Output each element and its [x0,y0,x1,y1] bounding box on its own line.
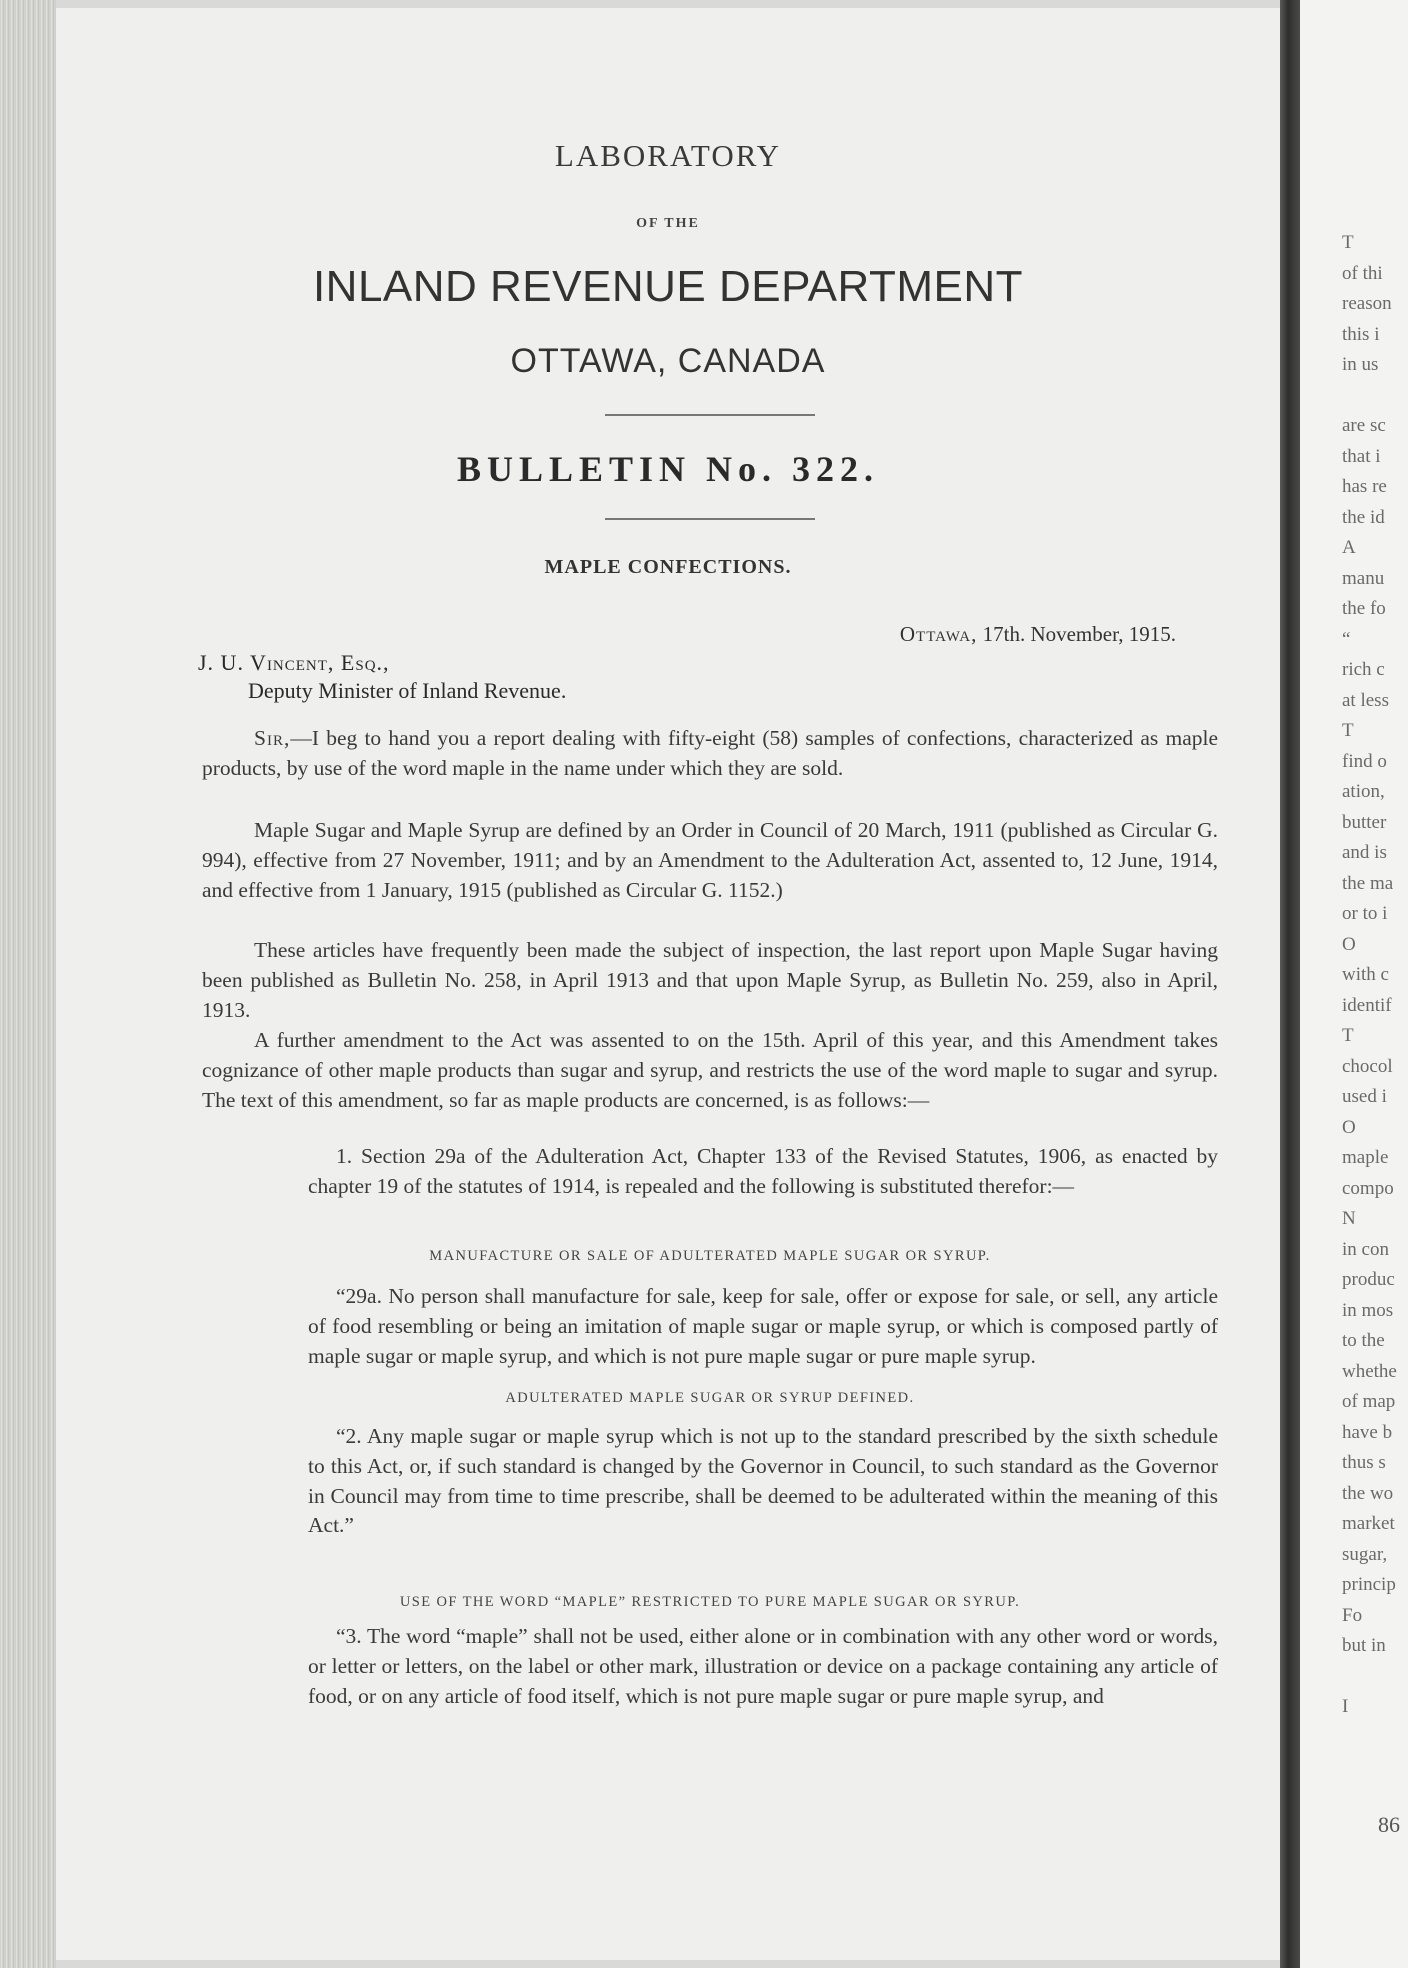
book-edge [0,0,56,1968]
page-number: 86 [1378,1812,1400,1837]
section-paragraph: 1. Section 29a of the Adulteration Act, Chapter 133 of the Revised Statutes, 1906, as enacted by chapter 19 of the statutes of 1914, is repealed and the following is substituted therefor:— [308,1144,1218,1198]
clause-29a [308,1282,1218,1371]
facing-page-fragment: but in [1342,1635,1386,1656]
paragraph [202,816,1218,905]
paragraph-text: —I beg to hand you a report dealing with fifty-eight (58) samples of confections, characterized as maple products, by use of the word maple in the name under which they are sold. [202,726,1218,780]
addressee-name: J. U. Vincent, Esq., [198,650,390,675]
clause-paragraph: “3. The word “maple” shall not be used, either alone or in combination with any other word or words, or letter or letters, on the label or other mark, illustration or device on a package containing any article of food, or on any article of food itself, which is not pure maple sugar or pure maple syrup, and [308,1624,1218,1708]
date: 17th. November, 1915. [982,622,1176,646]
clause-paragraph: “29a. No person shall manufacture for sale, keep for sale, offer or expose for sale, or sell, any article of food resembling or being an imitation of maple sugar or maple syrup, or which is composed partly of maple sugar or maple syrup, and which is not pure maple sugar or pure maple syrup. [308,1284,1218,1368]
facing-page-fragment: butter [1342,811,1387,833]
clause-heading: MANUFACTURE OR SALE OF ADULTERATED MAPLE SUGAR OR SYRUP. [429,1248,991,1264]
facing-page-fragment: O [1342,933,1356,955]
department-title: INLAND REVENUE DEPARTMENT [312,262,1024,311]
facing-page-fragment: in mos [1342,1299,1394,1321]
paragraph-text: These articles have frequently been made the subject of inspection, the last report upon Maple Sugar having been published as Bulletin No. 258, in April 1913 and that upon Maple Syrup, as Bulletin No. 259, also in April, 1913. [202,938,1218,1022]
facing-page-fragment: T [1342,1025,1354,1046]
facing-page-fragment: T [1342,232,1354,253]
paragraph [202,936,1218,1025]
divider [605,414,815,416]
facing-page-fragment: find o [1342,750,1387,772]
salutation: Sir, [254,726,291,750]
facing-page-fragment: T [1342,720,1354,741]
facing-page-fragment: with c [1342,964,1389,985]
divider [605,518,815,520]
paragraph-text: A further amendment to the Act was assented to on the 15th. April of this year, and this Amendment takes cognizance of other maple products than sugar and syrup, and restricts the use of the word maple to sugar and syrup. The text of this amendment, so far as maple products are concerned, is as follows:— [202,1028,1218,1112]
facing-page-fragment: have b [1342,1421,1393,1443]
clause-heading: ADULTERATED MAPLE SUGAR OR SYRUP DEFINED. [505,1390,915,1406]
book-gutter [1280,0,1300,1968]
facing-page-fragment: or to i [1342,903,1388,924]
facing-page-fragment: identif [1342,994,1392,1016]
bulletin-number: BULLETIN No. 322. [456,449,880,489]
facing-page-fragment: maple [1342,1147,1389,1168]
clause-heading: USE OF THE WORD “MAPLE” RESTRICTED TO PURE MAPLE SUGAR OR SYRUP. [399,1594,1021,1610]
facing-page-fragment: of thi [1342,262,1383,284]
date-place: Ottawa, [899,622,978,646]
facing-page-fragment: used i [1342,1086,1387,1107]
facing-page-fragment: the wo [1342,1482,1394,1504]
clause-2 [308,1422,1218,1541]
facing-page-fragment: princip [1342,1574,1396,1595]
paragraph [202,724,1218,784]
facing-page-fragment: this i [1342,323,1380,345]
facing-page [1300,0,1408,1968]
facing-page-fragment: are sc [1342,415,1386,436]
facing-page-fragment: rich c [1342,659,1385,680]
paragraph [202,1026,1218,1115]
facing-page-fragment: at less [1342,689,1389,711]
facing-page-fragment: in us [1342,354,1379,375]
facing-page-fragment: produc [1342,1269,1395,1290]
facing-page-fragment: to the [1342,1330,1385,1351]
facing-page-fragment: Fo [1342,1604,1363,1626]
facing-page-fragment: of map [1342,1391,1396,1412]
facing-page-fragment: that i [1342,445,1381,467]
paragraph-text: Maple Sugar and Maple Syrup are defined by an Order in Council of 20 March, 1911 (published as Circular G. 994), effective from 27 November, 1911; and by an Amendment to the Adulteration Act, assented to, 12 June, 1914, and effective from 1 January, 1915 (published as Circular G. 1152.) [202,818,1218,902]
facing-page-fragment: market [1342,1513,1395,1534]
facing-page-fragment: ation, [1342,781,1385,802]
facing-page-fragment: N [1342,1208,1356,1229]
facing-page-fragment: manu [1342,567,1385,589]
laboratory-title: LABORATORY [554,138,782,173]
clause-3 [308,1622,1218,1711]
facing-page-fragment: in con [1342,1238,1389,1260]
facing-page-fragment: chocol [1342,1055,1393,1077]
facing-page-fragment: reason [1342,293,1392,314]
facing-page-fragment: thus s [1342,1452,1386,1473]
facing-page-fragment: has re [1342,476,1387,497]
facing-page-fragment: the ma [1342,872,1394,894]
facing-page-fragment: and is [1342,842,1387,863]
facing-page-fragment: the fo [1342,598,1386,619]
addressee-title: Deputy Minister of Inland Revenue. [248,678,567,703]
facing-page-fragment: I [1342,1696,1349,1717]
of-the-line: OF THE [636,216,700,231]
dateline [900,622,1176,647]
city-title: OTTAWA, CANADA [510,342,826,380]
facing-page-fragment: O [1342,1116,1356,1138]
facing-page-fragment: “ [1342,628,1351,650]
facing-page-fragment: compo [1342,1177,1394,1199]
facing-page-fragment: sugar, [1342,1543,1388,1565]
facing-page-fragment: A [1342,537,1356,558]
facing-page-fragment: whethe [1342,1360,1397,1382]
clause-paragraph: “2. Any maple sugar or maple syrup which is not up to the standard prescribed by the sixth schedule to this Act, or, if such standard is changed by the Governor in Council, to such standard as the Governor in Council may from time to time prescribe, shall be deemed to be adulterated within the meaning of this Act.” [308,1424,1218,1538]
facing-page-fragment: the id [1342,506,1385,528]
subject-heading: MAPLE CONFECTIONS. [544,556,792,578]
section-text [308,1142,1218,1202]
